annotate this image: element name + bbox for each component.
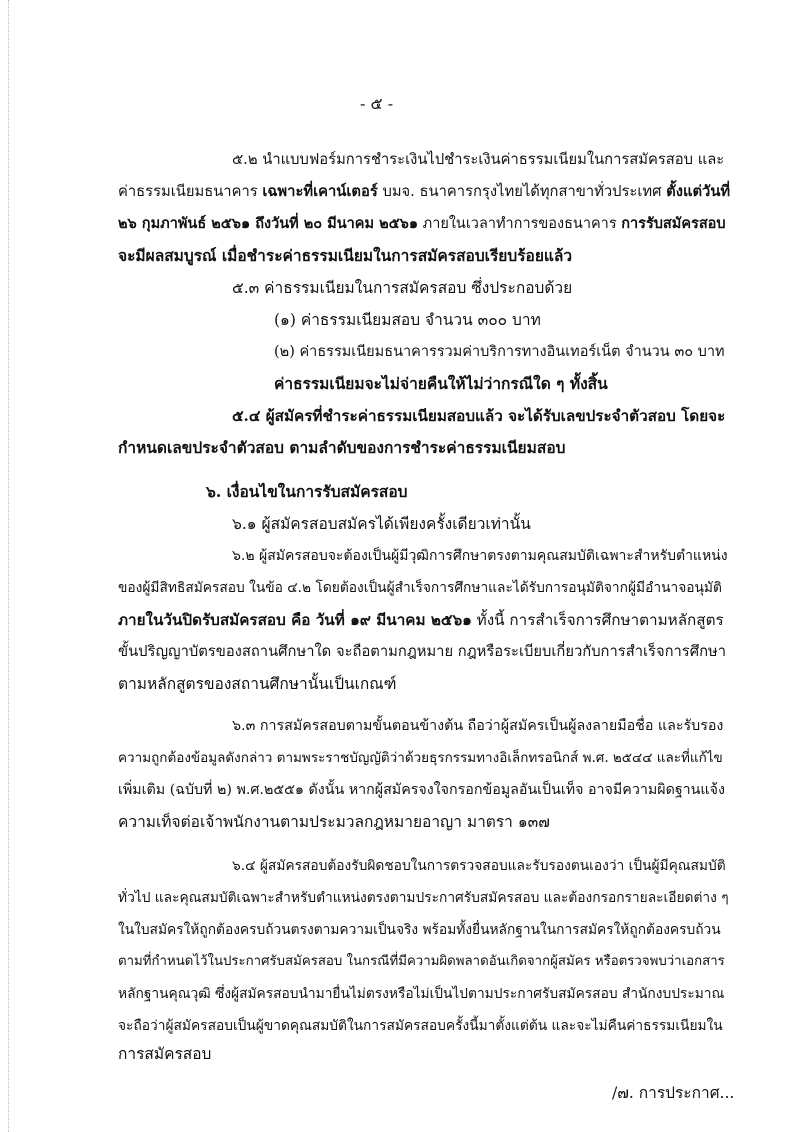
bold-text: เฉพาะที่เคาน์เตอร์	[262, 183, 378, 200]
bold-text: การรับสมัครสอบ	[621, 215, 726, 232]
bold-text: ๒๖ กุมภาพันธ์ ๒๕๖๑ ถึงวันที่ ๒๐ มีนาคม ๒๕๖๑	[118, 215, 419, 232]
text: ค่าธรรมเนียมธนาคาร	[118, 183, 263, 200]
para-6-3-line-3: เพิ่มเติม (ฉบับที่ ๒) พ.ศ.๒๕๕๑ ดังนั้น หากผู้สมัครจงใจกรอกข้อมูลอันเป็นเท็จ อาจมีความผิดฐานแจ้ง	[118, 782, 725, 798]
para-6-3-line-1: ๖.๓ การสมัครสอบตามขั้นตอนข้างต้น ถือว่าผู้สมัครเป็นผู้ลงลายมือชื่อ และรับรอง	[232, 718, 724, 734]
para-5-2-line-4: จะมีผลสมบูรณ์ เมื่อชำระค่าธรรมเนียมในการสมัครสอบเรียบร้อยแล้ว	[118, 246, 573, 265]
para-6-4-line-6: จะถือว่าผู้สมัครสอบเป็นผู้ขาดคุณสมบัติในการสมัครสอบครั้งนี้มาตั้งแต่ต้น และจะไม่คืนค่าธรรมเนียมใน	[118, 1018, 723, 1034]
para-5-4-line-2: กำหนดเลขประจำตัวสอบ ตามลำดับของการชำระค่าธรรมเนียมสอบ	[118, 438, 566, 457]
para-6-2-line-1: ๖.๒ ผู้สมัครสอบจะต้องเป็นผู้มีวุฒิการศึกษาตรงตามคุณสมบัติเฉพาะสำหรับตำแหน่ง	[232, 548, 728, 564]
para-5-2-line-2	[118, 182, 730, 202]
text: บมจ. ธนาคารกรุงไทยได้ทุกสาขาทั่วประเทศ	[377, 183, 667, 200]
text: ภายในเวลาทำการของธนาคาร	[418, 216, 622, 232]
para-5-3-item-1: (๑) ค่าธรรมเนียมสอบ จำนวน ๓๐๐ บาท	[274, 311, 541, 329]
para-5-2-line-1: ๕.๒ นำแบบฟอร์มการชำระเงินไปชำระเงินค่าธรรมเนียมในการสมัครสอบ และ	[232, 151, 725, 168]
scan-edge	[0, 0, 9, 1132]
para-6-2-line-3	[118, 610, 724, 630]
para-6-4-line-5: หลักฐานคุณวุฒิ ซึ่งผู้สมัครสอบนำมายื่นไม่ตรงหรือไม่เป็นไปตามประกาศรับสมัครสอบ สำนักงบประมาณ	[118, 986, 725, 1002]
section-6-heading: ๖. เงื่อนไขในการรับสมัครสอบ	[206, 482, 408, 501]
para-6-4-line-1: ๖.๔ ผู้สมัครสอบต้องรับผิดชอบในการตรวจสอบและรับรองตนเองว่า เป็นผู้มีคุณสมบัติ	[232, 858, 726, 874]
bold-text: ตั้งแต่วันที่	[666, 183, 731, 200]
para-6-2-line-5: ตามหลักสูตรของสถานศึกษานั้นเป็นเกณฑ์	[118, 675, 397, 693]
para-6-1: ๖.๑ ผู้สมัครสอบสมัครได้เพียงครั้งเดียวเท่านั้น	[232, 515, 531, 533]
para-6-2-line-2: ของผู้มีสิทธิสมัครสอบ ในข้อ ๔.๒ โดยต้องเป็นผู้สำเร็จการศึกษาและได้รับการอนุมัติจากผู้มีอำนาจอนุมัติ	[118, 580, 722, 596]
para-6-4-line-7: การสมัครสอบ	[118, 1045, 212, 1063]
bold-text: ภายในวันปิดรับสมัครสอบ คือ วันที่ ๑๙ มีนาคม ๒๕๖๑	[118, 611, 472, 629]
para-6-4-line-3: ในใบสมัครให้ถูกต้องครบถ้วนตรงตามความเป็นจริง พร้อมทั้งยื่นหลักฐานในการสมัครให้ถูกต้องครบถ้วน	[118, 922, 721, 938]
page-number: - ๕ -	[360, 94, 394, 113]
text: ทั้งนี้ การสำเร็จการศึกษาตามหลักสูตร	[471, 611, 724, 629]
para-5-2-line-3	[118, 214, 726, 234]
para-5-3-item-2: (๒) ค่าธรรมเนียมธนาคารรวมค่าบริการทางอินเทอร์เน็ต จำนวน ๓๐ บาท	[274, 344, 725, 360]
para-5-3-line-1: ๕.๓ ค่าธรรมเนียมในการสมัครสอบ ซึ่งประกอบด้วย	[232, 279, 573, 297]
para-5-4-line-1: ๕.๔ ผู้สมัครที่ชำระค่าธรรมเนียมสอบแล้ว จะได้รับเลขประจำตัวสอบ โดยจะ	[232, 407, 726, 425]
para-6-4-line-2: ทั่วไป และคุณสมบัติเฉพาะสำหรับตำแหน่งตรงตามประกาศรับสมัครสอบ และต้องกรอกรายละเอียดต่าง ๆ	[118, 890, 729, 906]
continuation-footer: /๗. การประกาศ...	[612, 1084, 735, 1102]
para-5-3-note: ค่าธรรมเนียมจะไม่จ่ายคืนให้ไม่ว่ากรณีใด ๆ ทั้งสิ้น	[274, 374, 608, 393]
para-6-2-line-4: ขั้นปริญญาบัตรของสถานศึกษาใด จะถือตามกฎหมาย กฎหรือระเบียบเกี่ยวกับการสำเร็จการศึกษา	[118, 643, 727, 660]
para-6-4-line-4: ตามที่กำหนดไว้ในประกาศรับสมัครสอบ ในกรณีที่มีความผิดพลาดอันเกิดจากผู้สมัคร หรือตรวจพบว่าเอกสาร	[118, 954, 725, 969]
para-6-3-line-2: ความถูกต้องข้อมูลดังกล่าว ตามพระราชบัญญัติว่าด้วยธุรกรรมทางอิเล็กทรอนิกส์ พ.ศ. ๒๕๔๔ และที่แก้ไข	[118, 750, 723, 766]
para-6-3-line-4: ความเท็จต่อเจ้าพนักงานตามประมวลกฎหมายอาญา มาตรา ๑๓๗	[118, 813, 550, 831]
